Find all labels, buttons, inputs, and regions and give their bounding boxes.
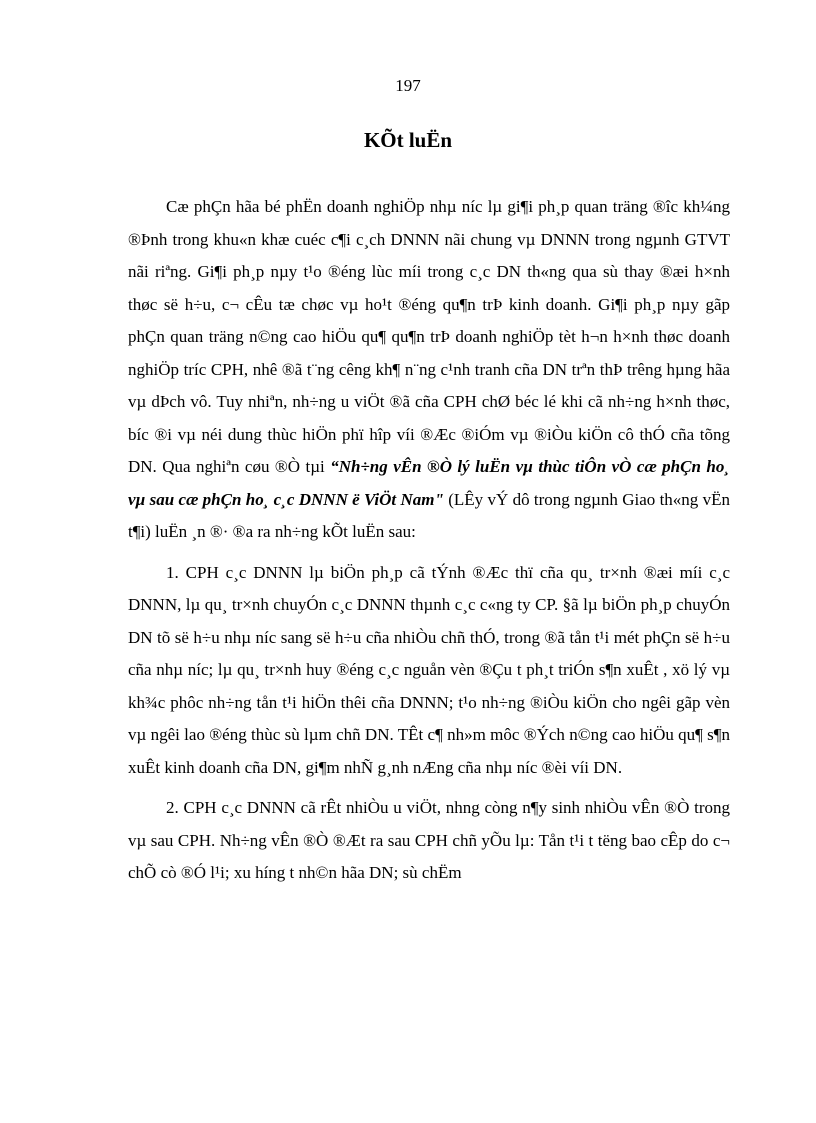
paragraph-text: Cæ phÇn hãa bé phËn doanh nghiÖp nhµ níc lµ gi¶i ph¸p quan träng ®îc kh¼ng ®Þnh trong khu«n khæ cuéc c¶i c¸ch DNNN nãi chung vµ DNNN trong ngµnh GTVT nãi riªng. Gi¶i ph¸p nµy t¹o ®éng lùc míi trong c¸c DN th«ng qua sù thay ®æi h×nh thøc së h÷u, c¬ cÊu tæ chøc vµ ho¹t ®éng qu¶n trÞ kinh doanh. Gi¶i ph¸p nµy gãp phÇn quan träng n©ng cao hiÖu qu¶ qu¶n trÞ doanh nghiÖp tèt h¬n h×nh thøc doanh nghiÖp tríc CPH, nhê ®ã t¨ng cêng kh¶ n¨ng c¹nh tranh cña DN trªn thÞ trêng hµng hãa vµ dÞch vô. Tuy nhiªn, nh÷ng u viÖt ®ã cña CPH chØ béc lé khi cã nh÷ng h×nh thøc, bíc ®i vµ néi dung thùc hiÖn phï hîp víi ®Æc ®iÓm vµ ®iÒu kiÖn cô thÓ cña tõng DN. Qua nghiªn cøu ®Ò tµi xyxy=(128,197,730,476)
paragraph-text: (LÊy vÝ dô trong ngµnh Giao th«ng vËn t¶i) luËn ¸n ®· ®a ra nh÷ng kÕt luËn sau: xyxy=(128,489,730,541)
paragraph-intro xyxy=(128,191,730,549)
body-text xyxy=(128,191,730,898)
paragraph-conclusion-1 xyxy=(128,557,730,785)
section-heading: KÕt luËn xyxy=(363,128,453,152)
paragraph-text: 1. CPH c¸c DNNN lµ biÖn ph¸p cã tÝnh ®Æc thï cña qu¸ tr×nh ®æi míi c¸c DNNN, lµ qu¸ tr×nh chuyÓn c¸c DNNN thµnh c¸c c«ng ty CP. §ã lµ biÖn ph¸p chuyÓn DN tõ së h÷u nhµ níc sang së h÷u cña nhiÒu chñ thÓ, trong ®ã tån t¹i mét phÇn së h÷u cña nhµ níc; lµ qu¸ tr×nh huy ®éng c¸c nguån vèn ®Çu t ph¸t triÓn s¶n xuÊt , xö lý vµ kh¾c phôc nh÷ng tån t¹i hiÖn thêi cña DNNN; t¹o nh÷ng ®iÒu kiÖn cho ngêi gãp vèn vµ ngêi lao ®éng thùc sù lµm chñ DN. TÊt c¶ nh»m môc ®Ých n©ng cao hiÖu qu¶ s¶n xuÊt kinh doanh cña DN, gi¶m nhÑ g¸nh nÆng cña nhµ níc ®èi víi DN. xyxy=(128,562,730,777)
thesis-title: “Nh÷ng vÊn ®Ò lý luËn vµ thùc tiÔn vÒ cæ phÇn ho¸ vµ sau cæ phÇn ho¸ c¸c DNNN ë ViÖt Nam" xyxy=(128,457,730,509)
paragraph-text: 2. CPH c¸c DNNN cã rÊt nhiÒu u viÖt, nhng còng n¶y sinh nhiÒu vÊn ®Ò trong vµ sau CPH. Nh÷ng vÊn ®Ò ®Æt ra sau CPH chñ yÕu lµ: Tån t¹i t tëng bao cÊp do c¬ chÕ cò ®Ó l¹i; xu híng t nh©n hãa DN; sù chËm xyxy=(128,798,730,882)
page-number: 197 xyxy=(395,76,421,95)
paragraph-conclusion-2 xyxy=(128,792,730,890)
